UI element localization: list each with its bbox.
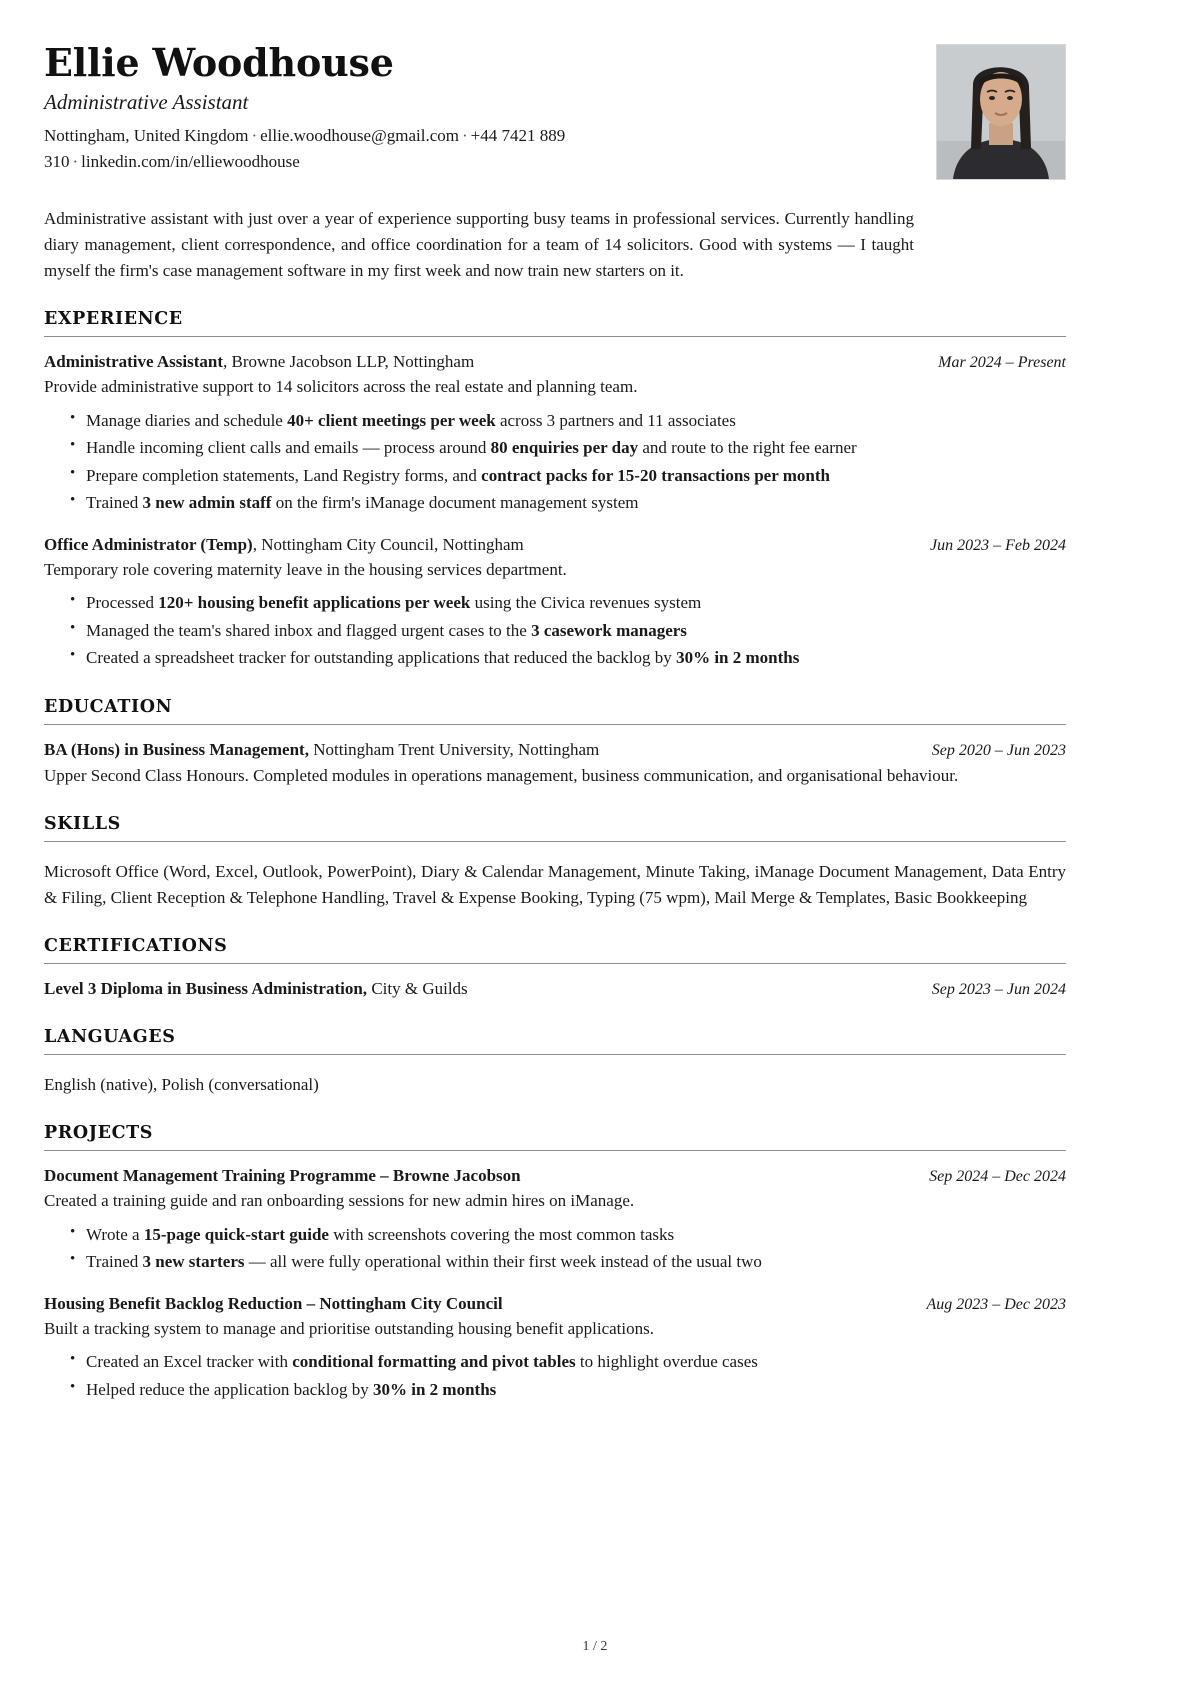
bullet-text-strong: contract packs for 15-20 transactions per month [481,465,830,485]
bullet-text-post: to highlight overdue cases [575,1352,758,1372]
section-languages [44,1027,1066,1098]
bullet-text-post: on the firm's iManage document management system [271,493,639,513]
list-item [70,1377,1066,1403]
project-name: Housing Benefit Backlog Reduction – Nottingham City Council [44,1293,503,1313]
contact-separator-3: · [72,152,79,172]
experience-description: Temporary role covering maternity leave in the housing services department. [44,559,567,579]
list-item [70,1222,1066,1248]
experience-heading: Administrative Assistant, Browne Jacobson LLP, Nottingham [44,352,475,372]
bullet-text-strong: 120+ housing benefit applications per week [158,593,471,613]
education-entry-head [44,738,1066,762]
bullet-text-post: using the Civica revenues system [470,593,702,613]
project-bullet-list [44,1349,1066,1402]
section-projects [44,1123,1066,1402]
experience-date: Mar 2024 – Present [938,354,1066,372]
section-certifications [44,936,1066,1001]
section-divider-education [44,724,1066,725]
section-title-projects: PROJECTS [44,1123,153,1144]
bullet-text-pre: Wrote a [86,1224,144,1244]
section-skills [44,814,1066,910]
section-experience [44,309,1066,670]
bullet-text-pre: Helped reduce the application backlog by [86,1379,373,1399]
experience-company: Browne Jacobson LLP, Nottingham [231,352,475,372]
experience-date: Jun 2023 – Feb 2024 [930,536,1066,554]
professional-summary: Administrative assistant with just over a year of experience supporting busy teams in professional services. Currently handling diary management, client correspondence, and office coordination for a team of 14 solicitors. Good with systems — I taught myself the firm's case management software in my first week and now train new starters on it. [44,209,914,280]
bullet-text-pre: Created a spreadsheet tracker for outstanding applications that reduced the backlog by [86,648,677,668]
bullet-text-strong: 80 enquiries per day [490,438,639,458]
section-title-skills: SKILLS [44,814,121,835]
section-title-languages: LANGUAGES [44,1026,176,1047]
education-institution: Nottingham Trent University, Nottingham [308,739,600,759]
contact-email[interactable]: ellie.woodhouse@gmail.com [260,125,459,145]
languages-body: English (native), Polish (conversational) [44,1074,319,1094]
project-date: Aug 2023 – Dec 2023 [926,1295,1066,1313]
bullet-text-post: and route to the right fee earner [638,438,857,458]
skills-body: Microsoft Office (Word, Excel, Outlook, PowerPoint), Diary & Calendar Management, Minute Taking, iManage Document Management, Data Entry & Filing, Client Reception & Telephone Handling, Travel & Expense Booking, Typing (75 wpm), Mail Merge & Templates, Basic Bookkeeping [44,862,1066,907]
bullet-text-pre: Created an Excel tracker with [86,1352,293,1372]
bullet-text-pre: Prepare completion statements, Land Registry forms, and [86,465,482,485]
contact-location: Nottingham, United Kingdom [44,125,249,145]
experience-heading: Office Administrator (Temp), Nottingham City Council, Nottingham [44,534,524,554]
candidate-job-title: Administrative Assistant [44,89,249,114]
bullet-text-strong: 30% in 2 months [373,1379,497,1399]
certification-name: Level 3 Diploma in Business Administration, [44,979,368,999]
list-item [70,590,1066,616]
certification-entry [44,977,1066,1001]
section-title-education: EDUCATION [44,696,173,717]
contact-phone[interactable]: +44 7421 889 310 [44,125,566,172]
bullet-text-strong: 3 casework managers [531,620,687,640]
page-footer: 1 / 2 [582,1639,608,1654]
certification-date: Sep 2023 – Jun 2024 [931,981,1066,999]
project-heading [44,1164,521,1188]
list-item [70,435,1066,461]
list-item [70,1349,1066,1375]
section-divider-certifications [44,963,1066,964]
section-divider-skills [44,841,1066,842]
certification-entry-head [44,977,1066,1001]
bullet-text-post: with screenshots covering the most common tasks [328,1224,675,1244]
bullet-text-strong: 30% in 2 months [676,648,800,668]
education-description: Upper Second Class Honours. Completed modules in operations management, business communication, and organisational behaviour. [44,765,959,785]
bullet-text-post: across 3 partners and 11 associates [495,410,736,430]
project-entry-head [44,1164,1066,1188]
section-divider-languages [44,1054,1066,1055]
education-degree: BA (Hons) in Business Management, [44,739,309,759]
experience-entry-head [44,533,1066,557]
bullet-text-pre: Trained [86,493,143,513]
list-item [70,463,1066,489]
section-education [44,697,1066,788]
education-heading [44,738,599,762]
contact-separator-2: · [461,125,468,145]
list-item [70,645,1066,671]
bullet-text-pre: Processed [86,593,159,613]
candidate-name: Ellie Woodhouse [44,40,394,85]
bullet-text-strong: 3 new admin staff [142,493,272,513]
contact-linkedin[interactable]: linkedin.com/in/elliewoodhouse [81,152,300,172]
resume-header [44,42,1066,192]
bullet-text-strong: 15-page quick-start guide [143,1224,329,1244]
project-entry-head [44,1292,1066,1316]
experience-role: Administrative Assistant [44,352,223,372]
education-date: Sep 2020 – Jun 2023 [931,741,1066,759]
section-divider-experience [44,336,1066,337]
project-entry [44,1164,1066,1274]
list-item [70,490,1066,516]
section-divider-projects [44,1150,1066,1151]
bullet-text-pre: Handle incoming client calls and emails — process around [86,438,491,458]
project-name: Document Management Training Programme – Browne Jacobson [44,1166,521,1186]
experience-bullet-list [44,590,1066,671]
project-description: Built a tracking system to manage and prioritise outstanding housing benefit applications. [44,1318,654,1338]
experience-entry [44,350,1066,515]
section-title-experience: EXPERIENCE [44,309,183,330]
bullet-text-pre: Managed the team's shared inbox and flagged urgent cases to the [86,620,532,640]
bullet-text-strong: 40+ client meetings per week [287,410,496,430]
certification-issuer: City & Guilds [367,979,468,999]
list-item [70,618,1066,644]
experience-company: Nottingham City Council, Nottingham [261,534,524,554]
bullet-text-pre: Trained [86,1252,143,1272]
project-date: Sep 2024 – Dec 2024 [929,1168,1066,1186]
bullet-text-post: — all were fully operational within their first week instead of the usual two [244,1252,762,1272]
experience-entry [44,533,1066,671]
bullet-text-pre: Manage diaries and schedule [86,410,288,430]
section-title-certifications: CERTIFICATIONS [44,936,228,957]
bullet-text-strong: conditional formatting and pivot tables [292,1352,576,1372]
project-description: Created a training guide and ran onboarding sessions for new admin hires on iManage. [44,1191,635,1211]
contact-separator-1: · [251,125,258,145]
experience-bullet-list [44,408,1066,516]
list-item [70,408,1066,434]
project-heading [44,1292,503,1316]
experience-entry-head [44,350,1066,374]
education-entry [44,738,1066,788]
profile-photo [936,44,1066,180]
experience-description: Provide administrative support to 14 solicitors across the real estate and planning team. [44,377,638,397]
bullet-text-strong: 3 new starters [142,1252,245,1272]
contact-details [44,123,704,176]
project-bullet-list [44,1222,1066,1275]
experience-role: Office Administrator (Temp) [44,534,253,554]
certification-heading [44,977,468,1001]
project-entry [44,1292,1066,1402]
list-item [70,1249,1066,1275]
